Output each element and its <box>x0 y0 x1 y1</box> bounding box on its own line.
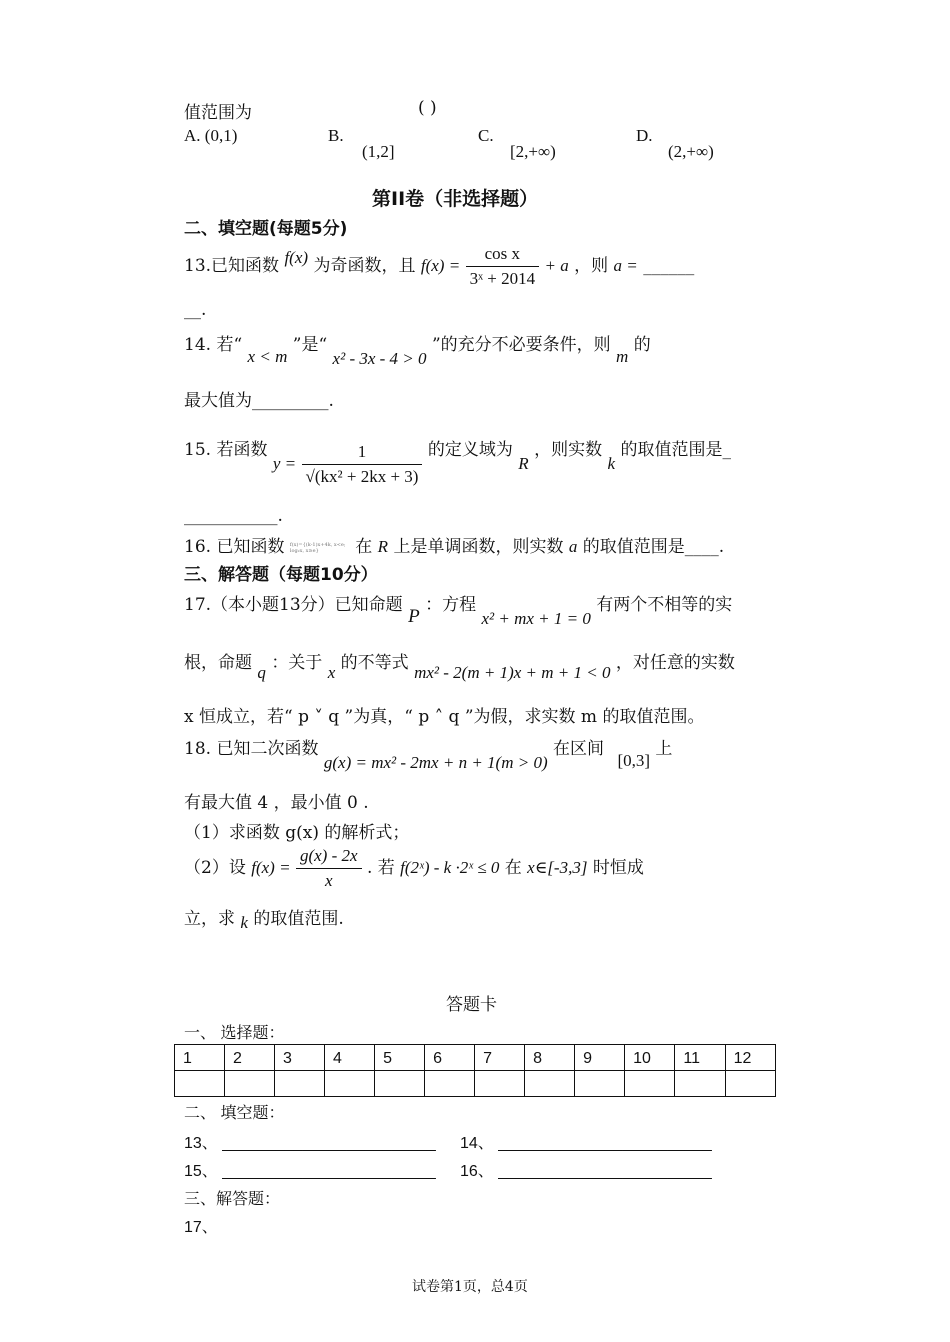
q18-part2-line2 <box>184 904 344 932</box>
q18-text-c: 上 <box>655 739 673 759</box>
q18-condition: f(2ˣ) - k ·2ˣ ≤ 0 <box>400 858 500 877</box>
choice-col-3: 3 <box>275 1045 325 1071</box>
q18-g-def: g(x) = mx² - 2mx + n + 1(m > 0) <box>323 753 548 772</box>
answer-card-solve-header: 三、解答题： <box>184 1191 281 1208</box>
q13-denominator: 3ˣ + 2014 <box>469 269 536 288</box>
q13-blank: ______ <box>643 256 695 276</box>
q14-text-c: ”的充分不必要条件，则 <box>431 335 611 355</box>
q15-y-eq: y = <box>272 454 297 473</box>
q13-a-eq: a = <box>613 256 638 275</box>
q18-fraction <box>296 846 362 891</box>
question-17 <box>184 590 733 628</box>
q16-text-d: 的取值范围是____. <box>582 537 725 557</box>
q13-numerator: cos x <box>466 244 540 267</box>
choice-col-11: 11 <box>675 1045 725 1071</box>
option-d-value: (2,+∞) <box>668 142 714 161</box>
part2-title: 第II卷（非选择题） <box>372 188 539 210</box>
q18-text-b: 在区间 <box>553 739 605 759</box>
q15-text-a: 15. 若函数 <box>184 440 268 460</box>
q18-text-a: 18. 已知二次函数 <box>184 739 319 759</box>
choice-col-12: 12 <box>725 1045 775 1071</box>
q12-tail-text: 值范围为 <box>184 103 252 123</box>
option-b-label: B. <box>328 126 344 145</box>
solve-section-header: 三、解答题（每题10分） <box>184 565 378 585</box>
answer-cell[interactable] <box>425 1071 475 1097</box>
question-15 <box>184 428 731 486</box>
fill-section-header: 二、填空题(每题5分) <box>184 219 348 239</box>
answer-blank-15[interactable]: 15、 ________________________ <box>184 1163 436 1180</box>
q18-part2 <box>184 846 644 891</box>
q15-k: k <box>607 454 616 473</box>
q14-cond1: x < m <box>247 347 288 366</box>
choice-col-6: 6 <box>425 1045 475 1071</box>
q17-line3: x 恒成立，若“ p ˅ q ”为真，“ p ˄ q ”为假，求实数 m 的取值范围。 <box>184 707 705 727</box>
answer-cell[interactable] <box>375 1071 425 1097</box>
q18-range: x∈[-3,3] <box>527 858 588 877</box>
answer-card-choice-table <box>174 1044 776 1097</box>
q18-p2-text-d: 时恒成 <box>592 858 644 878</box>
q18-line2: 有最大值 4 ，最小值 0 . <box>184 793 369 813</box>
answer-cell[interactable] <box>575 1071 625 1097</box>
q16-text-a: 16. 已知函数 <box>184 537 285 557</box>
q18-f-eq: f(x) = <box>251 858 291 877</box>
answer-card-fill-header: 二、 填空题： <box>184 1105 285 1122</box>
q13-fx: f(x) <box>284 248 309 267</box>
answer-blank-17[interactable]: 17、 <box>184 1219 218 1236</box>
q13-text-c: ，则 <box>574 256 609 276</box>
q17-x: x <box>327 663 336 682</box>
choice-col-1: 1 <box>175 1045 225 1071</box>
q16-a: a <box>568 537 578 556</box>
option-a: A. (0,1) <box>184 126 238 145</box>
q17-text-e: ：关于 <box>271 653 323 673</box>
q18-interval: [0,3] <box>617 751 651 770</box>
q17-inequality: mx² - 2(m + 1)x + m + 1 < 0 <box>414 663 611 682</box>
q17-text-g: ，对任意的实数 <box>615 653 735 673</box>
option-d-label: D. <box>636 126 653 145</box>
q15-fraction <box>302 442 423 487</box>
question-13 <box>184 244 694 289</box>
q17-line2 <box>184 648 735 682</box>
answer-cell[interactable] <box>525 1071 575 1097</box>
answer-cell[interactable] <box>475 1071 525 1097</box>
q14-m: m <box>616 347 629 366</box>
answer-cell[interactable] <box>725 1071 775 1097</box>
answer-blank-14[interactable]: 14、 ________________________ <box>460 1135 712 1152</box>
choice-col-4: 4 <box>325 1045 375 1071</box>
q14-text-a: 14. 若“ <box>184 335 243 355</box>
q15-R: R <box>518 454 529 473</box>
q15-numerator: 1 <box>302 442 423 465</box>
answer-cell[interactable] <box>175 1071 225 1097</box>
option-c-label: C. <box>478 126 494 145</box>
answer-cell[interactable] <box>325 1071 375 1097</box>
q16-piecewise-function: f(x)={(k-1)x+4k, x<e; log₂x, x≥e} <box>289 541 346 554</box>
q15-text-c: ，则实数 <box>534 440 603 460</box>
answer-cell[interactable] <box>275 1071 325 1097</box>
q17-equation: x² + mx + 1 = 0 <box>481 609 591 628</box>
q14-text-d: 的 <box>633 335 651 355</box>
q16-R: R <box>377 537 389 556</box>
answer-card-choice-header: 一、 选择题： <box>184 1025 285 1042</box>
choice-col-10: 10 <box>625 1045 675 1071</box>
q18-k: k <box>240 913 248 932</box>
answer-paren: ( ) <box>418 98 437 118</box>
q17-text-b: ：方程 <box>425 595 477 615</box>
choice-col-2: 2 <box>225 1045 275 1071</box>
q18-numerator: g(x) - 2x <box>296 846 362 869</box>
q15-text-d: 的取值范围是_ <box>620 440 731 460</box>
choice-col-5: 5 <box>375 1045 425 1071</box>
q13-plus-a: + a <box>544 256 569 275</box>
q18-denominator: x <box>324 871 333 890</box>
choice-col-9: 9 <box>575 1045 625 1071</box>
q15-line2: ___________. <box>184 506 283 526</box>
q17-q: q <box>257 663 266 682</box>
q13-fraction <box>466 244 540 289</box>
q17-text-a: 17.（本小题13分）已知命题 <box>184 595 403 615</box>
choice-table-answer-row <box>175 1071 776 1097</box>
q13-text-b: 为奇函数，且 <box>313 256 416 276</box>
q18-p2-text-b: . 若 <box>366 858 395 878</box>
q13-continuation: __. <box>184 300 207 320</box>
q17-text-c: 有两个不相等的实 <box>596 595 733 615</box>
page-footer: 试卷第1页，总4页 <box>412 1279 528 1295</box>
answer-card-title: 答题卡 <box>446 995 497 1015</box>
answer-cell[interactable] <box>625 1071 675 1097</box>
q18-p2-text-f: 的取值范围. <box>253 909 344 929</box>
q18-p2-text-a: （2）设 <box>184 858 246 878</box>
q18-part1: （1）求函数 g(x) 的解析式； <box>184 823 410 843</box>
q15-denominator: √(kx² + 2kx + 3) <box>305 467 419 486</box>
answer-cell[interactable] <box>675 1071 725 1097</box>
answer-cell[interactable] <box>225 1071 275 1097</box>
question-14 <box>184 330 651 368</box>
q17-text-f: 的不等式 <box>340 653 409 673</box>
q13-fx-eq: f(x) = <box>420 256 461 275</box>
option-c-value: [2,+∞) <box>510 142 556 161</box>
answer-blank-13[interactable]: 13、 ________________________ <box>184 1135 436 1152</box>
choice-col-7: 7 <box>475 1045 525 1071</box>
question-18 <box>184 734 673 772</box>
q14-line2: 最大值为_________. <box>184 391 334 411</box>
q15-text-b: 的定义域为 <box>427 440 513 460</box>
q14-text-b: ”是“ <box>292 335 328 355</box>
q16-text-b: 在 <box>355 537 373 557</box>
q14-cond2: x² - 3x - 4 > 0 <box>332 349 427 368</box>
q18-p2-text-c: 在 <box>504 858 522 878</box>
q16-text-c: 上是单调函数，则实数 <box>393 537 564 557</box>
q17-P: P <box>408 606 420 627</box>
q13-text-a: 13.已知函数 <box>184 256 280 276</box>
choice-table-header-row <box>175 1045 776 1071</box>
question-16 <box>184 532 724 557</box>
option-b-value: (1,2] <box>362 142 395 161</box>
q17-text-d: 根，命题 <box>184 653 252 673</box>
answer-blank-16[interactable]: 16、 ________________________ <box>460 1163 712 1180</box>
choice-col-8: 8 <box>525 1045 575 1071</box>
q12-tail <box>184 98 252 123</box>
q18-p2-text-e: 立，求 <box>184 909 235 929</box>
